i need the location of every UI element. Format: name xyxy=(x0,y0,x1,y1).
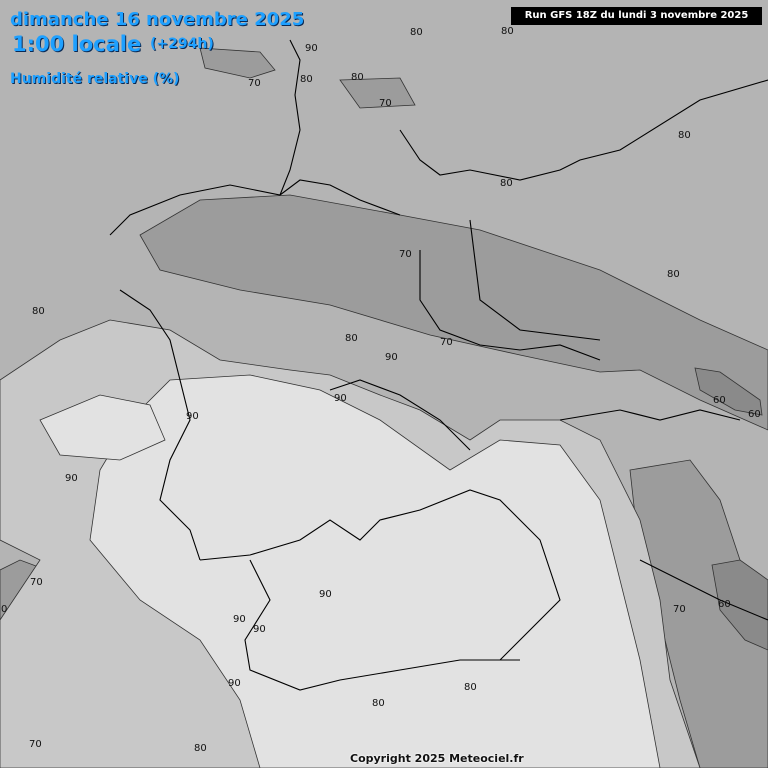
forecast-lead-time: (+294h) xyxy=(150,36,214,52)
contour-label: 70 xyxy=(440,337,453,348)
contour-label: 80 xyxy=(300,74,313,85)
contour-label: 80 xyxy=(678,130,691,141)
contour-label: 70 xyxy=(30,577,43,588)
contour-label: 90 xyxy=(228,678,241,689)
contour-label: 90 xyxy=(65,473,78,484)
contour-label: 90 xyxy=(305,43,318,54)
contour-label: 60 xyxy=(713,395,726,406)
copyright-text: Copyright 2025 Meteociel.fr xyxy=(350,752,524,765)
contour-label: 80 xyxy=(345,333,358,344)
contour-label: 90 xyxy=(186,411,199,422)
contour-label: 80 xyxy=(351,72,364,83)
contour-label: 80 xyxy=(372,698,385,709)
contour-label: 80 xyxy=(32,306,45,317)
variable-label: Humidité relative (%) xyxy=(10,71,180,87)
contour-label: 90 xyxy=(253,624,266,635)
contour-label: 90 xyxy=(233,614,246,625)
contour-label: 90 xyxy=(385,352,398,363)
run-info-banner: Run GFS 18Z du lundi 3 novembre 2025 xyxy=(511,7,762,25)
contour-label: 70 xyxy=(29,739,42,750)
contour-label: 70 xyxy=(399,249,412,260)
contour-label: 80 xyxy=(501,26,514,37)
contour-label: 90 xyxy=(319,589,332,600)
contour-label: 70 xyxy=(673,604,686,615)
contour-label: 60 xyxy=(748,409,761,420)
contour-label: 80 xyxy=(500,178,513,189)
contour-label: 80 xyxy=(410,27,423,38)
contour-label: 90 xyxy=(334,393,347,404)
contour-label: 80 xyxy=(464,682,477,693)
contour-label: 80 xyxy=(667,269,680,280)
forecast-date: dimanche 16 novembre 2025 xyxy=(10,9,305,30)
contour-label: 60 xyxy=(718,599,731,610)
contour-label: 0 xyxy=(1,604,8,615)
contour-label: 70 xyxy=(248,78,261,89)
forecast-time: 1:00 locale xyxy=(12,32,142,56)
contour-label: 70 xyxy=(379,98,392,109)
contour-label: 80 xyxy=(194,743,207,754)
